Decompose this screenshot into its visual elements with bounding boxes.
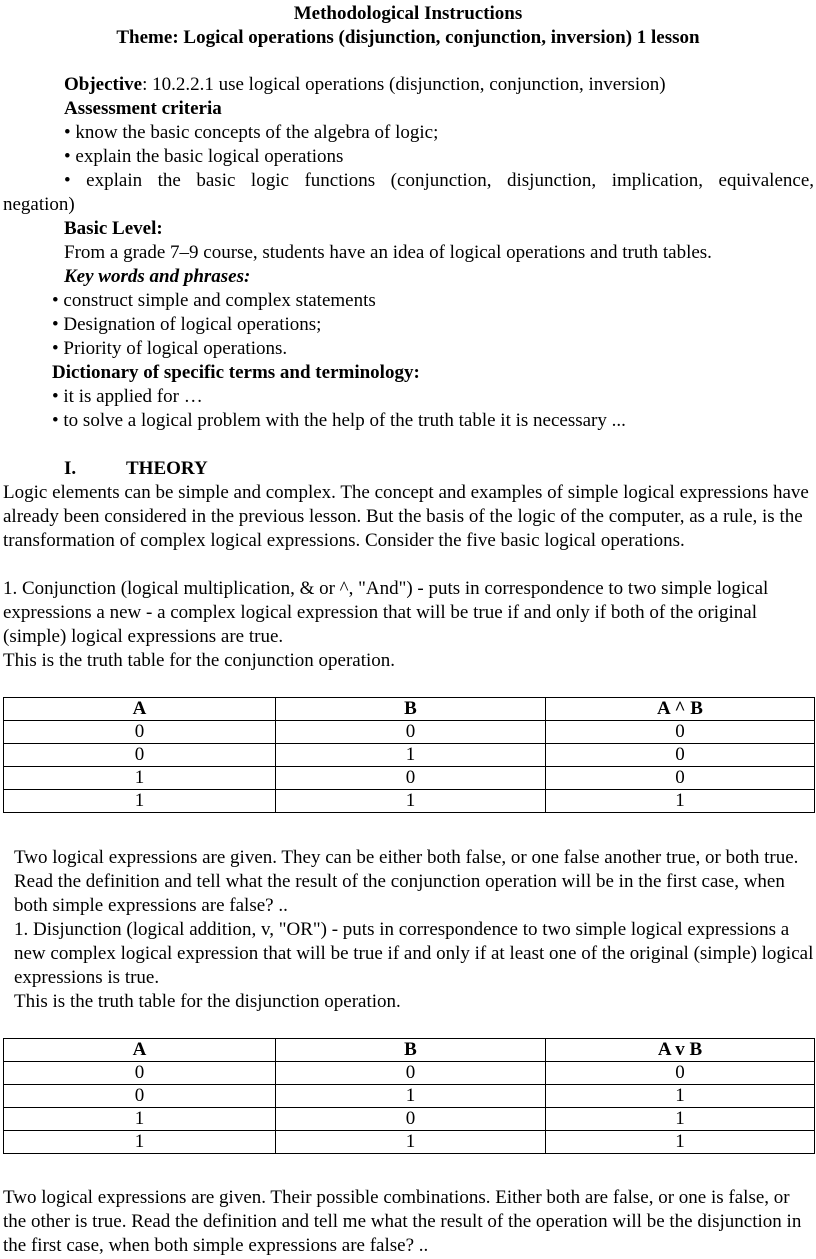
table-cell: 1	[546, 1131, 815, 1154]
table-cell: 1	[546, 1085, 815, 1108]
table-header-cell: A ^ B	[546, 698, 815, 721]
table-cell: 0	[546, 721, 815, 744]
dictionary-item: • it is applied for …	[52, 386, 203, 407]
basic-level-text: From a grade 7–9 course, students have an idea of logical operations and truth tables.	[64, 242, 712, 263]
table-cell: 0	[276, 1062, 546, 1085]
dictionary-heading: Dictionary of specific terms and terminology:	[52, 362, 420, 383]
conjunction-definition: 1. Conjunction (logical multiplication, & or ^, "And") - puts in correspondence to two simple logical expressions a new - a complex logical expression that will be true if and only if both of the original (simple) logical expressions are true.	[3, 578, 769, 647]
key-words-heading: Key words and phrases:	[64, 266, 251, 287]
basic-level-heading: Basic Level:	[64, 218, 163, 239]
theory-number: I.	[64, 458, 77, 479]
table-row	[4, 1131, 815, 1154]
table-row	[4, 1062, 815, 1085]
table-header-cell: A	[4, 1039, 276, 1062]
disjunction-caption: This is the truth table for the disjunction operation.	[14, 991, 401, 1012]
conjunction-truth-table	[3, 697, 815, 813]
table-header-row	[4, 698, 815, 721]
theory-intro: Logic elements can be simple and complex. The concept and examples of simple logical expressions have already been considered in the previous lesson. But the basis of the logic of the computer, as a rule, is the transformation of complex logical expressions. Consider the five basic logical operations.	[3, 482, 809, 551]
conjunction-caption: This is the truth table for the conjunction operation.	[3, 650, 396, 671]
table-row	[4, 744, 815, 767]
table-row	[4, 1085, 815, 1108]
key-word-item: • Designation of logical operations;	[52, 314, 322, 335]
table-cell: 0	[4, 1062, 276, 1085]
key-word-item: • Priority of logical operations.	[52, 338, 288, 359]
table-row	[4, 790, 815, 813]
table-cell: 1	[276, 790, 546, 813]
assessment-item-wrap: negation)	[3, 194, 75, 215]
table-cell: 0	[546, 1062, 815, 1085]
table-cell: 1	[4, 767, 276, 790]
assessment-item: • know the basic concepts of the algebra of logic;	[64, 122, 439, 143]
table-row	[4, 721, 815, 744]
dictionary-item: • to solve a logical problem with the help of the truth table it is necessary ...	[52, 410, 626, 431]
table-header-cell: B	[276, 698, 546, 721]
disjunction-definition: 1. Disjunction (logical addition, v, "OR") - puts in correspondence to two simple logical expressions a new complex logical expression that will be true if and only if at least one of the original (simple) logical expressions is true.	[14, 919, 814, 988]
disjunction-question: Two logical expressions are given. Their possible combinations. Either both are false, or one is false, or the other is true. Read the definition and tell me what the result of the operation will be the disjunction in the first case, when both simple expressions are false? ..	[3, 1187, 802, 1256]
conjunction-question: Two logical expressions are given. They can be either both false, or one false another true, or both true. Read the definition and tell what the result of the conjunction operation will be in the first case, when both simple expressions are false? ..	[14, 847, 799, 916]
table-header-row	[4, 1039, 815, 1062]
objective-text: : 10.2.2.1 use logical operations (disjunction, conjunction, inversion)	[142, 74, 666, 95]
table-cell: 0	[276, 1108, 546, 1131]
disjunction-truth-table	[3, 1038, 815, 1154]
table-cell: 1	[276, 744, 546, 767]
table-cell: 1	[546, 1108, 815, 1131]
key-word-item: • construct simple and complex statements	[52, 290, 376, 311]
objective-line	[64, 73, 666, 97]
table-header-cell: A	[4, 698, 276, 721]
table-cell: 1	[276, 1085, 546, 1108]
theory-heading: THEORY	[126, 458, 208, 479]
table-row	[4, 767, 815, 790]
assessment-item: • explain the basic logical operations	[64, 146, 344, 167]
table-cell: 0	[4, 744, 276, 767]
table-cell: 0	[276, 721, 546, 744]
assessment-item: • explain the basic logic functions (conjunction, disjunction, implication, equivalence,	[64, 170, 814, 191]
document-title: Methodological Instructions	[293, 3, 523, 24]
theme-label: Theme	[116, 27, 173, 48]
table-row	[4, 1108, 815, 1131]
table-cell: 0	[276, 767, 546, 790]
table-cell: 1	[4, 790, 276, 813]
table-cell: 0	[546, 767, 815, 790]
assessment-heading: Assessment criteria	[64, 98, 222, 119]
table-header-cell: A v B	[546, 1039, 815, 1062]
table-cell: 0	[546, 744, 815, 767]
theme-line	[0, 26, 816, 50]
theme-text: : Logical operations (disjunction, conjunction, inversion) 1 lesson	[172, 27, 700, 48]
table-cell: 0	[4, 1085, 276, 1108]
table-cell: 1	[276, 1131, 546, 1154]
table-header-cell: B	[276, 1039, 546, 1062]
table-cell: 1	[546, 790, 815, 813]
objective-label: Objective	[64, 74, 143, 95]
table-cell: 1	[4, 1108, 276, 1131]
table-cell: 1	[4, 1131, 276, 1154]
table-cell: 0	[4, 721, 276, 744]
